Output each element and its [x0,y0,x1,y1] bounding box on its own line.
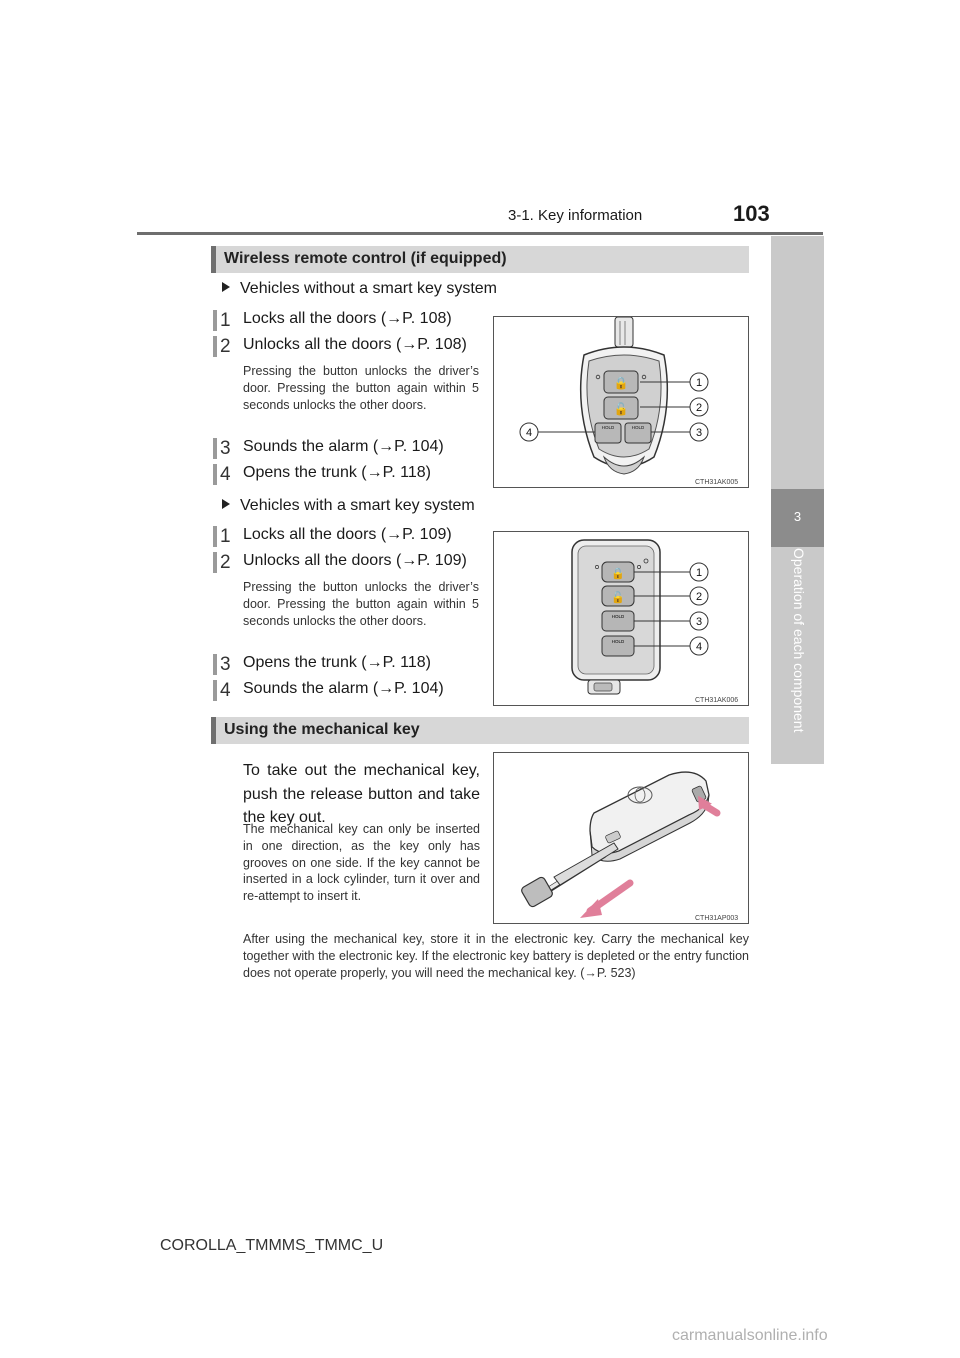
item-note: Pressing the button unlocks the driver’s door. Pressing the button again within 5 seconds unlocks the other doors. [243,364,479,412]
item-number: 4 [213,464,234,485]
callout-1: 1 [695,377,703,389]
item-number: 3 [213,654,234,675]
smart-key-illustration [494,532,748,705]
page-number: 103 [733,201,770,226]
hold-label: HOLD [611,639,625,644]
item-text: Unlocks all the doors (→P. 108) [243,336,467,353]
figure-key-fob-without-smart-key [493,316,749,488]
key-fob-illustration [494,317,748,487]
item-number: 3 [213,438,234,459]
subhead-with-smart-key [222,497,475,515]
figure-mechanical-key [493,752,749,924]
chapter-number: 3 [793,509,802,524]
footer-doc-code: COROLLA_TMMMS_TMMC_U [160,1237,384,1254]
figure-code: CTH31AP003 [695,915,739,922]
mechanical-key-note: The mechanical key can only be inserted in one direction, as the key only has grooves on one side. If the key cannot be inserted in a lock cylinder, turn it over and re-attempt to insert it. [243,822,480,904]
svg-text:🔒: 🔒 [611,567,625,580]
chapter-title-vertical [789,548,807,760]
svg-text:🔓: 🔓 [611,591,625,604]
callout-3: 3 [695,427,703,439]
item-text: Opens the trunk (→P. 118) [243,654,431,671]
item-number: 4 [213,680,234,701]
section-title: Using the mechanical key [224,721,420,738]
subhead-without-smart-key [222,280,497,298]
item-number: 2 [213,552,234,573]
header-section-title: 3-1. Key information [508,207,643,224]
item-number: 1 [213,526,234,547]
triangle-bullet-icon [222,499,230,509]
item-number: 2 [213,336,234,357]
after-use-note: After using the mechanical key, store it in the electronic key. Carry the mechanical key together with the electronic key. If the electronic key battery is depleted or the entry function does not operate properly, you will need the mechanical key. (→P. 523) [243,932,749,980]
item-note: Pressing the button unlocks the driver’s door. Pressing the button again within 5 seconds unlocks the other doors. [243,580,479,628]
item-text: Sounds the alarm (→P. 104) [243,438,444,455]
header-rule [137,232,823,235]
figure-smart-key [493,531,749,706]
callout-3: 3 [695,616,703,628]
hold-label: HOLD [611,614,625,619]
subhead-label: Vehicles with a smart key system [240,497,475,514]
figure-code: CTH31AK006 [695,697,739,704]
item-text: Unlocks all the doors (→P. 109) [243,552,467,569]
callout-2: 2 [695,402,703,414]
figure-code: CTH31AK005 [695,479,739,486]
item-text: Locks all the doors (→P. 109) [243,526,452,543]
mechanical-key-illustration [494,753,748,923]
svg-text:🔒: 🔒 [613,376,629,390]
mechanical-key-instruction: To take out the mechanical key, push the release button and take the key out. [243,762,480,826]
chapter-title: Operation of each component [791,548,807,733]
item-number: 1 [213,310,234,331]
item-text: Sounds the alarm (→P. 104) [243,680,444,697]
triangle-bullet-icon [222,282,230,292]
subhead-label: Vehicles without a smart key system [240,280,497,297]
hold-label: HOLD [631,425,645,430]
callout-2: 2 [695,591,703,603]
section-bar-mechanical-key [211,717,749,744]
section-bar-wireless [211,246,749,273]
callout-1: 1 [695,567,703,579]
watermark: carmanualsonline.info [672,1327,828,1344]
section-title: Wireless remote control (if equipped) [224,250,507,267]
hold-label: HOLD [601,425,615,430]
callout-4: 4 [525,427,533,439]
item-text: Opens the trunk (→P. 118) [243,464,431,481]
item-text: Locks all the doors (→P. 108) [243,310,452,327]
callout-4: 4 [695,641,703,653]
svg-text:🔓: 🔓 [613,402,629,416]
